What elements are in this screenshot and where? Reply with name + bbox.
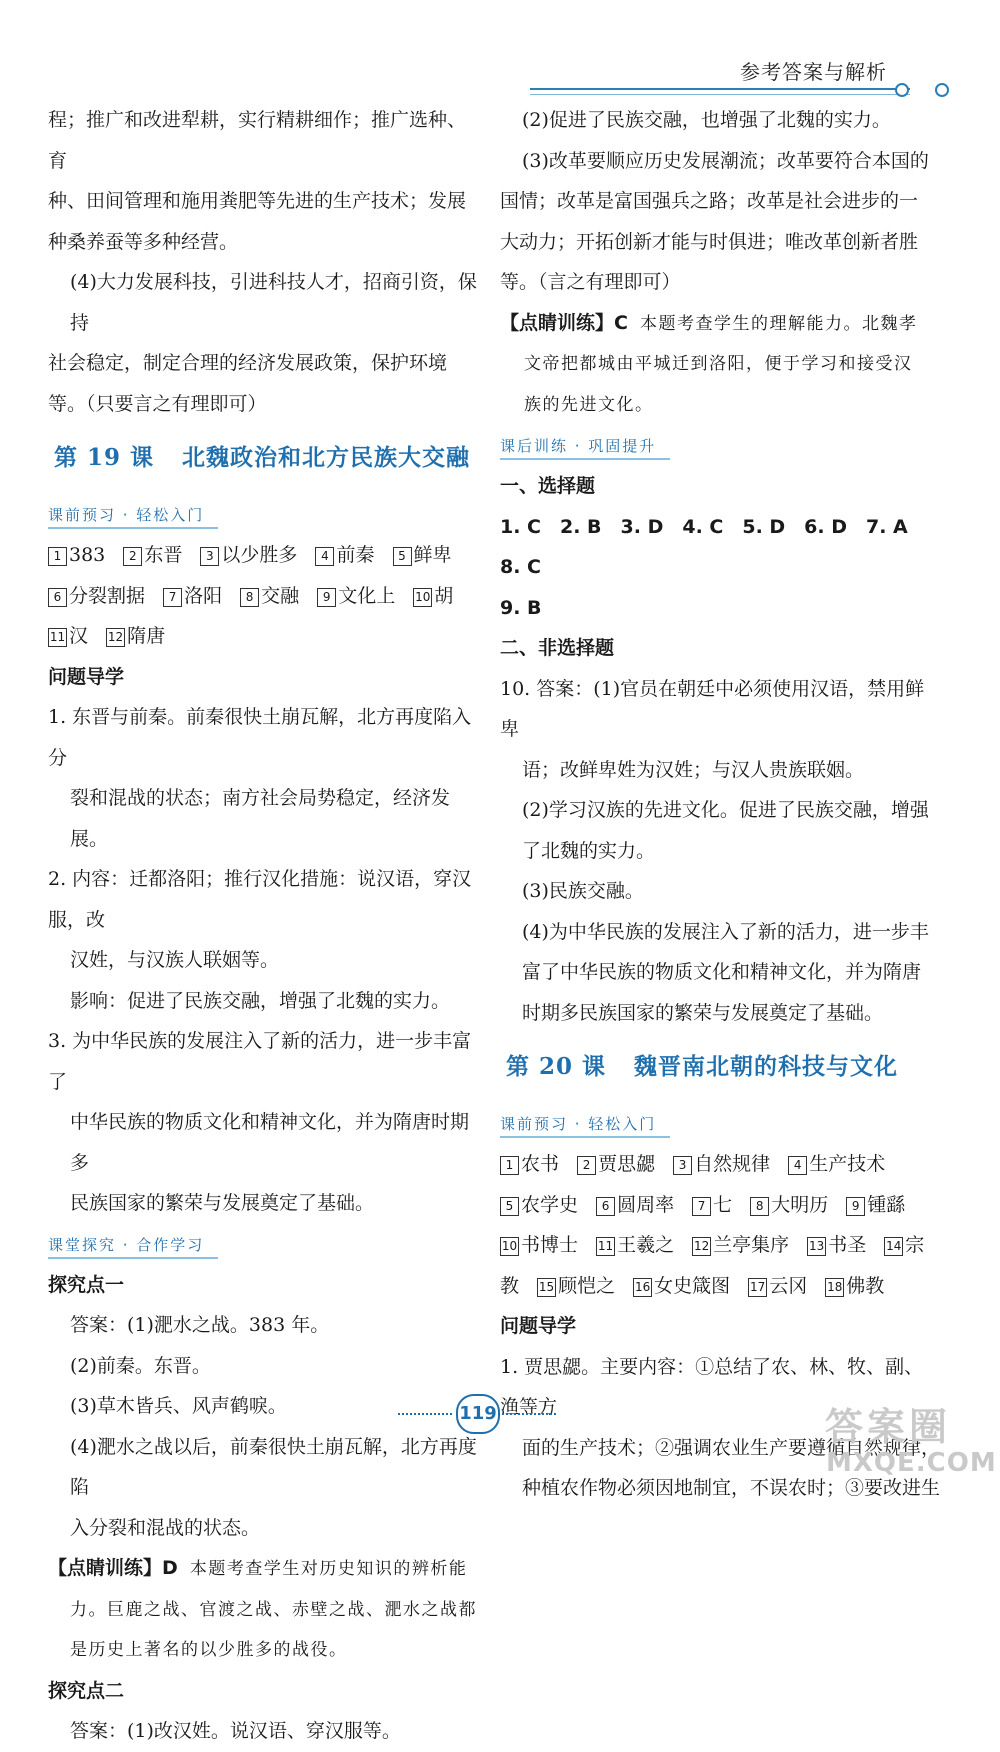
subheading: 探究点二 bbox=[48, 1679, 125, 1702]
text-line: 3. 为中华民族的发展注入了新的活力，进一步丰富了 bbox=[48, 1030, 472, 1093]
left-column bbox=[48, 100, 478, 1752]
text-line: 本题考查学生的理解能力。北魏孝 bbox=[640, 313, 918, 334]
item-number-box: 12 bbox=[106, 628, 125, 647]
item-number-box: 6 bbox=[596, 1197, 615, 1216]
item-number-box: 4 bbox=[315, 547, 334, 566]
text-line: (3)草木皆兵、风声鹤唳。 bbox=[70, 1395, 287, 1417]
item-number-box: 17 bbox=[748, 1278, 767, 1297]
text-line: 影响：促进了民族交融，增强了北魏的实力。 bbox=[70, 989, 451, 1012]
text-line: 文帝把都城由平城迁到洛阳，便于学习和接受汉 bbox=[524, 354, 913, 374]
watermark-logo: 答案圈 bbox=[825, 1405, 952, 1449]
item-text: 圆周率 bbox=[617, 1193, 675, 1216]
text-line: 10. 答案：(1)官员在朝廷中必须使用汉语，禁用鲜卑 bbox=[500, 677, 925, 740]
watermark-url: MXQE.COM bbox=[826, 1448, 997, 1478]
item-text: 云冈 bbox=[769, 1274, 808, 1297]
text-line: 面的生产技术；②强调农业生产要遵循自然规律， bbox=[522, 1436, 941, 1459]
training-note bbox=[500, 303, 940, 345]
pre-items-row bbox=[48, 576, 478, 617]
text-line: 族的先进文化。 bbox=[524, 394, 654, 415]
item-text: 洛阳 bbox=[184, 584, 223, 607]
lesson-title: 魏晋南北朝的科技与文化 bbox=[634, 1053, 899, 1080]
item-text: 锺繇 bbox=[867, 1193, 906, 1216]
item-text: 大明历 bbox=[771, 1193, 829, 1216]
footer-dotted-rule bbox=[502, 1413, 556, 1415]
item-text: 农书 bbox=[521, 1153, 560, 1175]
lesson-number: 第 19 课 bbox=[54, 444, 155, 471]
item-number-box: 8 bbox=[240, 588, 259, 607]
item-number-box: 7 bbox=[692, 1197, 711, 1216]
item-number-box: 3 bbox=[200, 547, 219, 566]
item-text: 前秦 bbox=[336, 544, 375, 566]
training-label: 【点睛训练】C bbox=[500, 311, 628, 334]
lesson-number: 第 20 课 bbox=[506, 1053, 607, 1080]
training-label: 【点睛训练】D bbox=[48, 1557, 178, 1579]
item-text: 自然规律 bbox=[694, 1153, 771, 1175]
subheading: 问题导学 bbox=[500, 1315, 577, 1337]
text-line: 入分裂和混战的状态。 bbox=[70, 1516, 261, 1539]
header-rule-thin bbox=[530, 94, 910, 95]
item-number-box: 9 bbox=[846, 1197, 865, 1216]
item-number-box: 9 bbox=[317, 588, 336, 607]
text-line: 国情；改革是富国强兵之路；改革是社会进步的一 bbox=[500, 190, 919, 212]
item-number-box: 2 bbox=[123, 547, 142, 566]
item-text: 以少胜多 bbox=[221, 544, 298, 566]
header-dot-icon bbox=[935, 83, 949, 97]
item-text: 交融 bbox=[261, 584, 300, 607]
text-line: (2)前秦。东晋。 bbox=[70, 1354, 211, 1377]
text-line: 等。（只要言之有理即可） bbox=[48, 392, 267, 415]
text-line: (4)大力发展科技，引进科技人才，招商引资，保持 bbox=[70, 271, 477, 334]
item-text: 宗 bbox=[905, 1234, 925, 1256]
lesson-19-heading bbox=[54, 432, 478, 484]
pre-items-row bbox=[500, 1185, 940, 1226]
text-line: 答案：(1)淝水之战。383 年。 bbox=[70, 1314, 330, 1336]
item-number-box: 13 bbox=[807, 1237, 826, 1256]
pre-items-row bbox=[500, 1144, 940, 1185]
text-line: 1. 贾思勰。主要内容：①总结了农、林、牧、副、渔等方 bbox=[500, 1355, 924, 1418]
text-line: (4)淝水之战以后，前秦很快土崩瓦解，北方再度陷 bbox=[70, 1435, 477, 1498]
item-text: 文化上 bbox=[338, 584, 396, 607]
section-label: 课堂探究 · 合作学习 bbox=[48, 1233, 218, 1259]
item-text: 女史箴图 bbox=[654, 1274, 731, 1297]
page-header bbox=[0, 0, 1000, 110]
item-text: 汉 bbox=[69, 625, 89, 647]
item-text: 王羲之 bbox=[617, 1234, 675, 1256]
item-number-box: 11 bbox=[596, 1237, 615, 1256]
item-number-box: 5 bbox=[500, 1197, 519, 1216]
section-label: 课前预习 · 轻松入门 bbox=[500, 1112, 670, 1138]
item-text: 书圣 bbox=[828, 1234, 867, 1256]
header-dot-icon bbox=[895, 83, 909, 97]
item-text: 农学史 bbox=[521, 1193, 579, 1216]
item-number-box: 14 bbox=[884, 1237, 903, 1256]
training-note bbox=[48, 1548, 478, 1590]
text-line: 裂和混战的状态；南方社会局势稳定，经济发展。 bbox=[70, 787, 451, 850]
text-line: (4)为中华民族的发展注入了新的活力，进一步丰 bbox=[522, 920, 929, 943]
text-line: 了北魏的实力。 bbox=[522, 839, 656, 862]
item-text: 生产技术 bbox=[809, 1153, 886, 1175]
text-line: (2)学习汉族的先进文化。促进了民族交融，增强 bbox=[522, 799, 929, 821]
lesson-title: 北魏政治和北方民族大交融 bbox=[182, 444, 471, 471]
subheading: 二、非选择题 bbox=[500, 637, 615, 659]
item-text: 鲜卑 bbox=[413, 544, 452, 566]
mc-answers: 9. B bbox=[500, 596, 542, 619]
text-line: 富了中华民族的物质文化和精神文化，并为隋唐 bbox=[522, 961, 922, 983]
section-label: 课前预习 · 轻松入门 bbox=[48, 503, 218, 529]
subheading: 探究点一 bbox=[48, 1273, 125, 1296]
text-line: 是历史上著名的以少胜多的战役。 bbox=[70, 1640, 348, 1660]
item-text: 佛教 bbox=[846, 1274, 885, 1297]
item-number-box: 4 bbox=[788, 1156, 807, 1175]
item-text: 顾恺之 bbox=[558, 1274, 616, 1297]
text-line: 社会稳定，制定合理的经济发展政策，保护环境 bbox=[48, 352, 448, 374]
item-number-box: 15 bbox=[537, 1278, 556, 1297]
item-text: 383 bbox=[69, 544, 106, 566]
text-line: 中华民族的物质文化和精神文化，并为隋唐时期多 bbox=[70, 1111, 470, 1174]
item-number-box: 8 bbox=[750, 1197, 769, 1216]
item-text: 兰亭集序 bbox=[713, 1234, 790, 1256]
pre-items-row bbox=[500, 1225, 940, 1266]
page-number: 119 bbox=[456, 1394, 500, 1434]
lesson-20-heading bbox=[506, 1041, 940, 1093]
item-number-box: 10 bbox=[413, 588, 432, 607]
section-label: 课后训练 · 巩固提升 bbox=[500, 434, 670, 460]
item-number-box: 11 bbox=[48, 628, 67, 647]
item-number-box: 18 bbox=[825, 1278, 844, 1297]
text-line: 2. 内容：迁都洛阳；推行汉化措施：说汉语，穿汉服，改 bbox=[48, 868, 472, 931]
item-number-box: 1 bbox=[500, 1156, 519, 1175]
text-line: 答案：(1)改汉姓。说汉语、穿汉服等。 bbox=[70, 1720, 401, 1742]
text-line: (3)改革要顺应历史发展潮流；改革要符合本国的 bbox=[522, 149, 929, 172]
item-text: 分裂割据 bbox=[69, 584, 146, 607]
item-number-box: 1 bbox=[48, 547, 67, 566]
item-number-box: 5 bbox=[393, 547, 412, 566]
text-line: 民族国家的繁荣与发展奠定了基础。 bbox=[70, 1192, 375, 1214]
mc-answers: 1. C 2. B 3. D 4. C 5. D 6. D 7. A 8. C bbox=[500, 515, 927, 578]
text-line: 汉姓，与汉族人联姻等。 bbox=[70, 949, 280, 971]
item-number-box: 6 bbox=[48, 588, 67, 607]
item-number-box: 7 bbox=[163, 588, 182, 607]
item-number-box: 2 bbox=[577, 1156, 596, 1175]
pre-items-row bbox=[500, 1266, 940, 1307]
item-text: 教 bbox=[500, 1274, 520, 1297]
subheading: 一、选择题 bbox=[500, 475, 596, 497]
item-text: 七 bbox=[713, 1193, 733, 1216]
item-text: 隋唐 bbox=[127, 625, 166, 647]
text-line: 等。（言之有理即可） bbox=[500, 271, 681, 293]
text-line: 种桑养蚕等多种经营。 bbox=[48, 230, 239, 253]
header-rule bbox=[530, 88, 910, 90]
text-line: 种、田间管理和施用粪肥等先进的生产技术；发展 bbox=[48, 190, 467, 212]
text-line: 时期多民族国家的繁荣与发展奠定了基础。 bbox=[522, 1001, 884, 1024]
item-number-box: 10 bbox=[500, 1237, 519, 1256]
item-number-box: 12 bbox=[692, 1237, 711, 1256]
item-number-box: 3 bbox=[673, 1156, 692, 1175]
item-number-box: 16 bbox=[633, 1278, 652, 1297]
text-line: 本题考查学生对历史知识的辨析能 bbox=[189, 1559, 468, 1579]
header-title: 参考答案与解析 bbox=[740, 60, 887, 84]
subheading: 问题导学 bbox=[48, 665, 125, 688]
item-text: 东晋 bbox=[144, 544, 183, 566]
pre-items-row bbox=[48, 616, 478, 657]
right-column bbox=[500, 100, 940, 1509]
text-line: 语；改鲜卑姓为汉姓；与汉人贵族联姻。 bbox=[522, 758, 865, 781]
text-line: 种植农作物必须因地制宜，不误农时；③要改进生 bbox=[522, 1477, 941, 1499]
text-line: 1. 东晋与前秦。前秦很快土崩瓦解，北方再度陷入分 bbox=[48, 706, 472, 769]
footer-dotted-rule bbox=[398, 1413, 452, 1415]
text-line: 力。巨鹿之战、官渡之战、赤壁之战、淝水之战都 bbox=[70, 1599, 477, 1620]
item-text: 书博士 bbox=[521, 1234, 579, 1256]
text-line: 大动力；开拓创新才能与时俱进；唯改革创新者胜 bbox=[500, 230, 919, 253]
text-line: (2)促进了民族交融，也增强了北魏的实力。 bbox=[522, 109, 891, 131]
text-line: (3)民族交融。 bbox=[522, 880, 644, 902]
item-text: 贾思勰 bbox=[598, 1153, 656, 1175]
item-text: 胡 bbox=[434, 584, 454, 607]
pre-items-row bbox=[48, 535, 478, 576]
text-line: 程；推广和改进犁耕，实行精耕细作；推广选种、育 bbox=[48, 109, 467, 172]
